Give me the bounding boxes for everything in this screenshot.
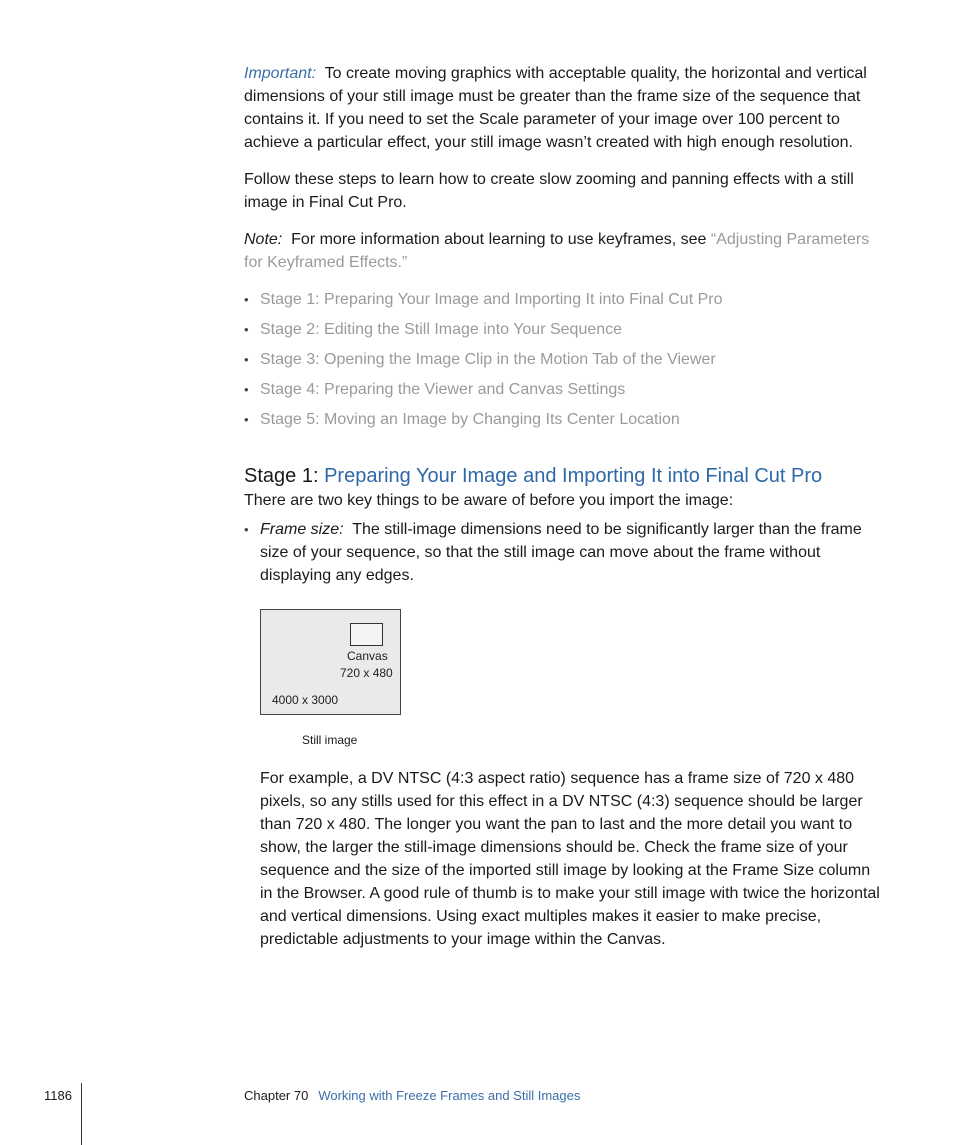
important-paragraph: [244, 62, 884, 154]
keyframes-link[interactable]: “Adjusting Parameters for Keyframed Effects.”: [244, 231, 870, 271]
list-item: [244, 348, 884, 378]
canvas-rectangle: [350, 623, 383, 646]
stage-1-title: Preparing Your Image and Importing It into Final Cut Pro: [324, 465, 823, 487]
important-label: Important:: [244, 65, 317, 82]
frame-size-bullet: [244, 518, 884, 587]
still-size-label: 4000 x 3000: [272, 693, 339, 707]
bullet-icon: •: [244, 522, 249, 537]
list-item: [244, 378, 884, 408]
note-paragraph: [244, 228, 884, 274]
stages-list: [244, 288, 884, 438]
bullet-icon: •: [244, 352, 249, 367]
footer-divider: [81, 1083, 82, 1145]
note-label: Note:: [244, 231, 283, 248]
bullet-icon: •: [244, 412, 249, 427]
frame-size-body: [260, 518, 884, 587]
bullet-icon: •: [244, 292, 249, 307]
stage-1-lead: There are two key things to be aware of before you import the image:: [244, 492, 734, 509]
list-item: [244, 318, 884, 348]
chapter-label: Chapter 70: [244, 1088, 309, 1103]
stage-4-link[interactable]: Stage 4: Preparing the Viewer and Canvas Settings: [260, 381, 626, 398]
bullet-icon: •: [244, 382, 249, 397]
list-item: [244, 408, 884, 438]
note-text: For more information about learning to use keyframes, see: [291, 231, 707, 248]
list-item: [244, 288, 884, 318]
chapter-title-link[interactable]: Working with Freeze Frames and Still Images: [318, 1088, 581, 1103]
important-text: To create moving graphics with acceptable quality, the horizontal and vertical dimensions of your still image must be greater than the frame size of the sequence that contains it. If you need to set the Scale parameter of your image over 100 percent to achieve a particular effect, your still image wasn’t created with high enough resolution.: [244, 65, 867, 151]
canvas-label: Canvas: [347, 649, 388, 663]
stage-1-link[interactable]: Stage 1: Preparing Your Image and Importing It into Final Cut Pro: [260, 291, 723, 308]
stage-5-link[interactable]: Stage 5: Moving an Image by Changing Its Center Location: [260, 411, 680, 428]
stage-1-heading: [244, 462, 822, 490]
diagram-caption: Still image: [302, 733, 358, 747]
example-paragraph: For example, a DV NTSC (4:3 aspect ratio) sequence has a frame size of 720 x 480 pixels, so any stills used for this effect in a DV NTSC (4:3) sequence should be larger than 720 x 480. The longer you want the pan to last and the more detail you want to show, the larger the still-image dimensions should be. Check the frame size of your sequence and the size of the imported still image by looking at the Frame Size column in the Browser. A good rule of thumb is to make your still image with twice the horizontal and vertical dimensions. Using exact multiples makes it easier to make precise, predictable adjustments to your image within the Canvas.: [260, 770, 880, 948]
stage-3-link[interactable]: Stage 3: Opening the Image Clip in the Motion Tab of the Viewer: [260, 351, 716, 368]
still-image-diagram: [260, 609, 401, 715]
stage-2-link[interactable]: Stage 2: Editing the Still Image into Your Sequence: [260, 321, 623, 338]
canvas-size-label: 720 x 480: [340, 666, 393, 680]
bullet-icon: •: [244, 322, 249, 337]
footer-chapter: [244, 1087, 580, 1105]
frame-size-text: The still-image dimensions need to be significantly larger than the frame size of your sequence, so that the still image can move about the frame without displaying any edges.: [260, 521, 862, 584]
frame-size-label: Frame size:: [260, 521, 344, 538]
intro-paragraph: Follow these steps to learn how to create slow zooming and panning effects with a still image in Final Cut Pro.: [244, 171, 854, 211]
page-number: 1186: [44, 1088, 72, 1103]
stage-1-prefix: Stage 1:: [244, 465, 319, 487]
